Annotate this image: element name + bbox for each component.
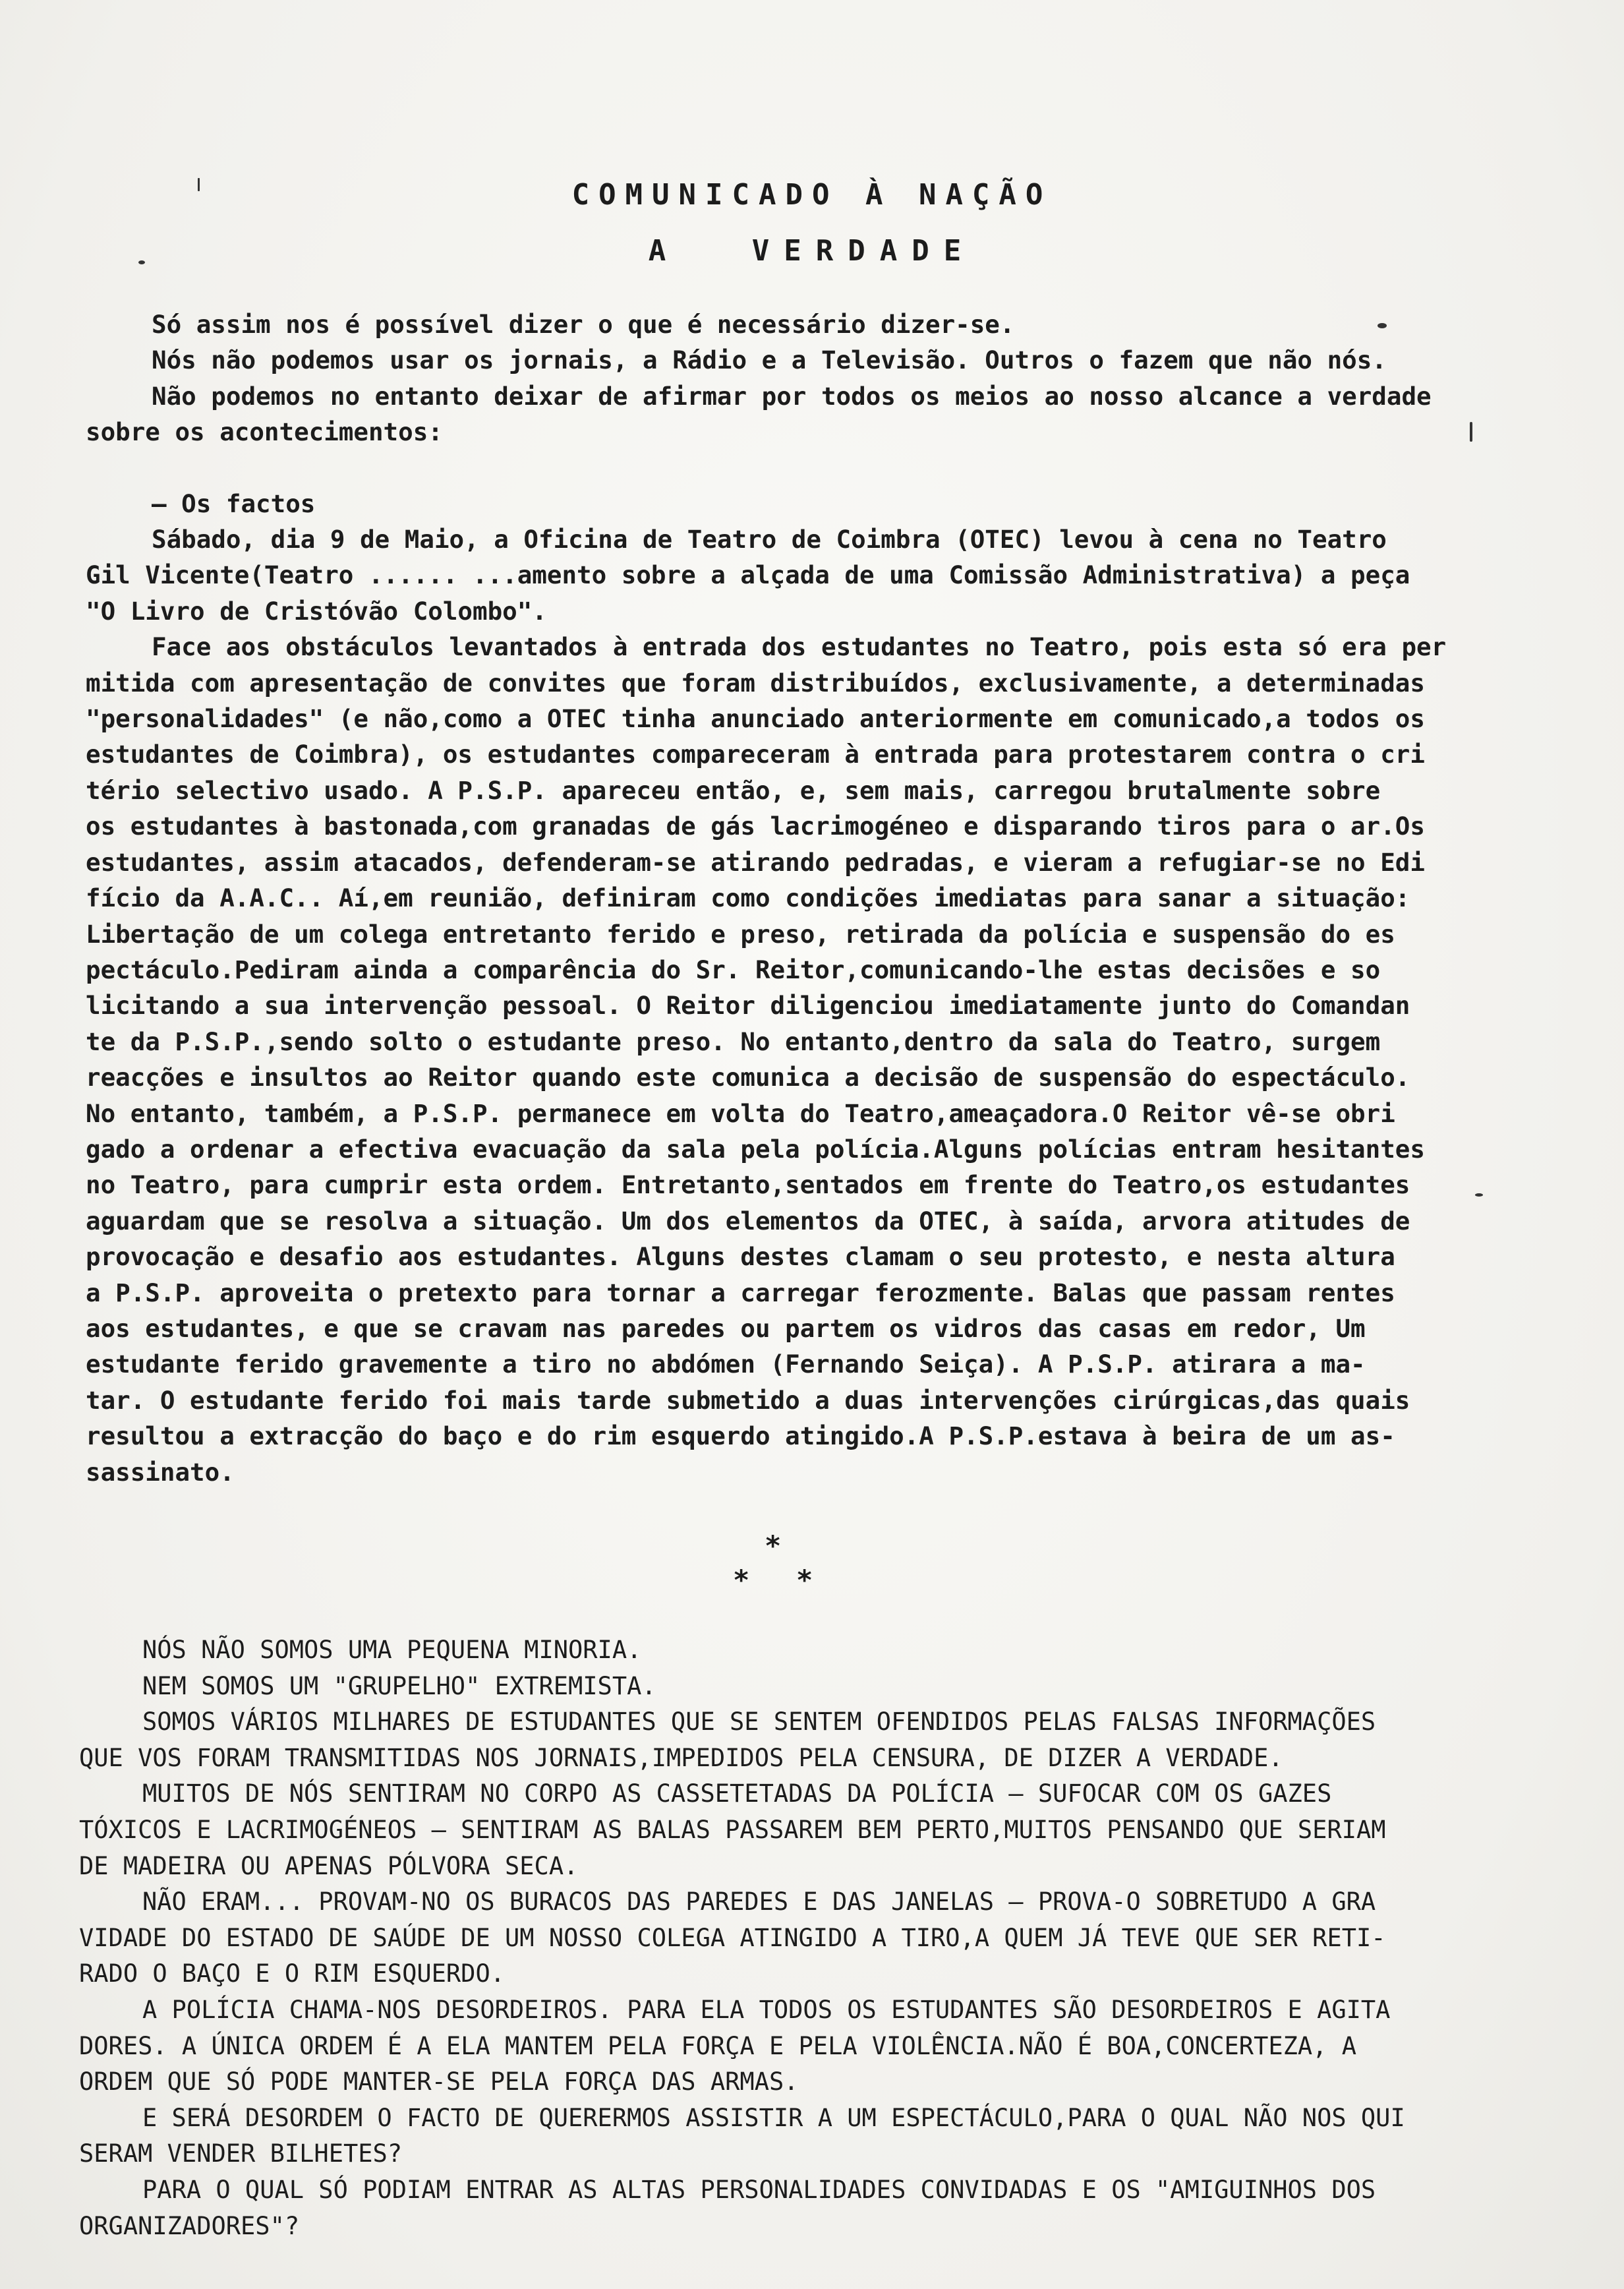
facts-line: Sábado, dia 9 de Maio, a Oficina de Teatro de Coimbra (OTEC) levou à cena no Teatro — [152, 525, 1387, 554]
intro-line: Nós não podemos usar os jornais, a Rádio e a Televisão. Outros o fazem que não nós. — [152, 345, 1387, 375]
separator-star: * — [765, 1530, 782, 1562]
declaration-line: TÓXICOS E LACRIMOGÉNEOS — SENTIRAM AS BALAS PASSAREM BEM PERTO,MUITOS PENSANDO QUE SERIAM — [79, 1815, 1386, 1844]
facts-line: tar. O estudante ferido foi mais tarde submetido a duas intervenções cirúrgicas,das quais — [86, 1385, 1410, 1415]
facts-line: gado a ordenar a efectiva evacuação da sala pela polícia.Alguns polícias entram hesitantes — [86, 1134, 1425, 1164]
declaration-line: RADO O BAÇO E O RIM ESQUERDO. — [79, 1959, 506, 1988]
facts-line: a P.S.P. aproveita o pretexto para tornar a carregar ferozmente. Balas que passam rentes — [86, 1278, 1395, 1307]
facts-line: resultou a extracção do baço e do rim esquerdo atingido.A P.S.P.estava à beira de um as- — [86, 1421, 1395, 1451]
facts-line: estudante ferido gravemente a tiro no abdómen (Fernando Seiça). A P.S.P. atirara a ma- — [86, 1350, 1366, 1379]
intro-line: sobre os acontecimentos: — [86, 417, 443, 447]
intro-and-facts-section — [86, 307, 1476, 1490]
declaration-line: DE MADEIRA OU APENAS PÓLVORA SECA. — [79, 1851, 579, 1880]
declaration-line: PARA O QUAL SÓ PODIAM ENTRAR AS ALTAS PERSONALIDADES CONVIDADAS E OS "AMIGUINHOS DOS — [142, 2175, 1376, 2204]
document-subtitle: A VERDADE — [648, 234, 976, 268]
declaration-line: VIDADE DO ESTADO DE SAÚDE DE UM NOSSO COLEGA ATINGIDO A TIRO,A QUEM JÁ TEVE QUE SER RETI- — [79, 1923, 1386, 1952]
separator-star: * — [733, 1564, 750, 1596]
facts-line: Face aos obstáculos levantados à entrada dos estudantes no Teatro, pois esta só era per — [152, 632, 1447, 662]
facts-heading: — Os factos — [152, 489, 316, 518]
facts-line: "O Livro de Cristóvão Colombo". — [86, 596, 547, 626]
document-title: COMUNICADO À NAÇÃO — [571, 178, 1053, 212]
declaration-line: ORGANIZADORES"? — [79, 2211, 300, 2240]
declaration-line: ORDEM QUE SÓ PODE MANTER-SE PELA FORÇA DAS ARMAS. — [79, 2067, 799, 2096]
declaration-line: SERAM VENDER BILHETES? — [79, 2139, 403, 2168]
facts-line: sassinato. — [86, 1457, 235, 1487]
facts-line: te da P.S.P.,sendo solto o estudante preso. No entanto,dentro da sala do Teatro, surgem — [86, 1026, 1381, 1056]
facts-line: aos estudantes, e que se cravam nas paredes ou partem os vidros das casas em redor, Um — [86, 1313, 1366, 1343]
intro-line: Não podemos no entanto deixar de afirmar por todos os meios ao nosso alcance a verdade — [152, 381, 1432, 411]
declaration-section — [79, 1632, 1483, 2244]
facts-line: tério selectivo usado. A P.S.P. apareceu então, e, sem mais, carregou brutalmente sobre — [86, 775, 1381, 805]
facts-line: os estudantes à bastonada,com granadas de gás lacrimogéneo e disparando tiros para o ar.Os — [86, 812, 1425, 841]
facts-line: fício da A.A.C.. Aí,em reunião, definiram como condições imediatas para sanar a situação: — [86, 883, 1410, 913]
declaration-line: NEM SOMOS UM "GRUPELHO" EXTREMISTA. — [142, 1671, 656, 1700]
facts-line: estudantes de Coimbra), os estudantes compareceram à entrada para protestarem contra o cri — [86, 740, 1425, 769]
declaration-line: A POLÍCIA CHAMA-NOS DESORDEIROS. PARA ELA TODOS OS ESTUDANTES SÃO DESORDEIROS E AGITA — [142, 1995, 1391, 2024]
facts-line: estudantes, assim atacados, defenderam-se atirando pedradas, e vieram a refugiar-se no Edi — [86, 847, 1425, 877]
facts-line: pectáculo.Pediram ainda a comparência do Sr. Reitor,comunicando-lhe estas decisões e so — [86, 955, 1381, 984]
declaration-line: E SERÁ DESORDEM O FACTO DE QUERERMOS ASSISTIR A UM ESPECTÁCULO,PARA O QUAL NÃO NOS QUI — [142, 2103, 1405, 2132]
intro-line: Só assim nos é possível dizer o que é necessário dizer-se. — [152, 310, 1015, 339]
declaration-line: QUE VOS FORAM TRANSMITIDAS NOS JORNAIS,IMPEDIDOS PELA CENSURA, DE DIZER A VERDADE. — [79, 1743, 1283, 1772]
facts-line: no Teatro, para cumprir esta ordem. Entretanto,sentados em frente do Teatro,os estudantes — [86, 1170, 1410, 1200]
declaration-line: SOMOS VÁRIOS MILHARES DE ESTUDANTES QUE SE SENTEM OFENDIDOS PELAS FALSAS INFORMAÇÕES — [142, 1708, 1376, 1737]
declaration-line: NÃO ERAM... PROVAM-NO OS BURACOS DAS PAREDES E DAS JANELAS — PROVA-O SOBRETUDO A GRA — [142, 1888, 1376, 1917]
asterism-separator — [712, 1530, 844, 1595]
facts-line: No entanto, também, a P.S.P. permanece em volta do Teatro,ameaçadora.O Reitor vê-se obri — [86, 1098, 1395, 1128]
facts-line: aguardam que se resolva a situação. Um dos elementos da OTEC, à saída, arvora atitudes de — [86, 1206, 1410, 1235]
facts-line: reacções e insultos ao Reitor quando este comunica a decisão de suspensão do espectáculo. — [86, 1063, 1410, 1092]
facts-line: licitando a sua intervenção pessoal. O Reitor diligenciou imediatamente junto do Comandan — [86, 991, 1410, 1021]
facts-line: Gil Vicente(Teatro ...... ...amento sobre a alçada de uma Comissão Administrativa) a peça — [86, 560, 1410, 590]
separator-star: * — [796, 1564, 813, 1596]
declaration-line: DORES. A ÚNICA ORDEM É A ELA MANTEM PELA FORÇA E PELA VIOLÊNCIA.NÃO É BOA,CONCERTEZA, A — [79, 2031, 1357, 2060]
facts-line: mitida com apresentação de convites que foram distribuídos, exclusivamente, a determinadas — [86, 668, 1425, 698]
facts-line: "personalidades" (e não,como a OTEC tinha anunciado anteriormente em comunicado,a todos os — [86, 704, 1425, 734]
declaration-line: NÓS NÃO SOMOS UMA PEQUENA MINORIA. — [142, 1636, 642, 1664]
facts-line: Libertação de um colega entretanto ferido e preso, retirada da polícia e suspensão do es — [86, 919, 1395, 949]
declaration-line: MUITOS DE NÓS SENTIRAM NO CORPO AS CASSETETADAS DA POLÍCIA — SUFOCAR COM OS GAZES — [142, 1779, 1332, 1808]
facts-line: provocação e desafio aos estudantes. Alguns destes clamam o seu protesto, e nesta altura — [86, 1242, 1395, 1272]
